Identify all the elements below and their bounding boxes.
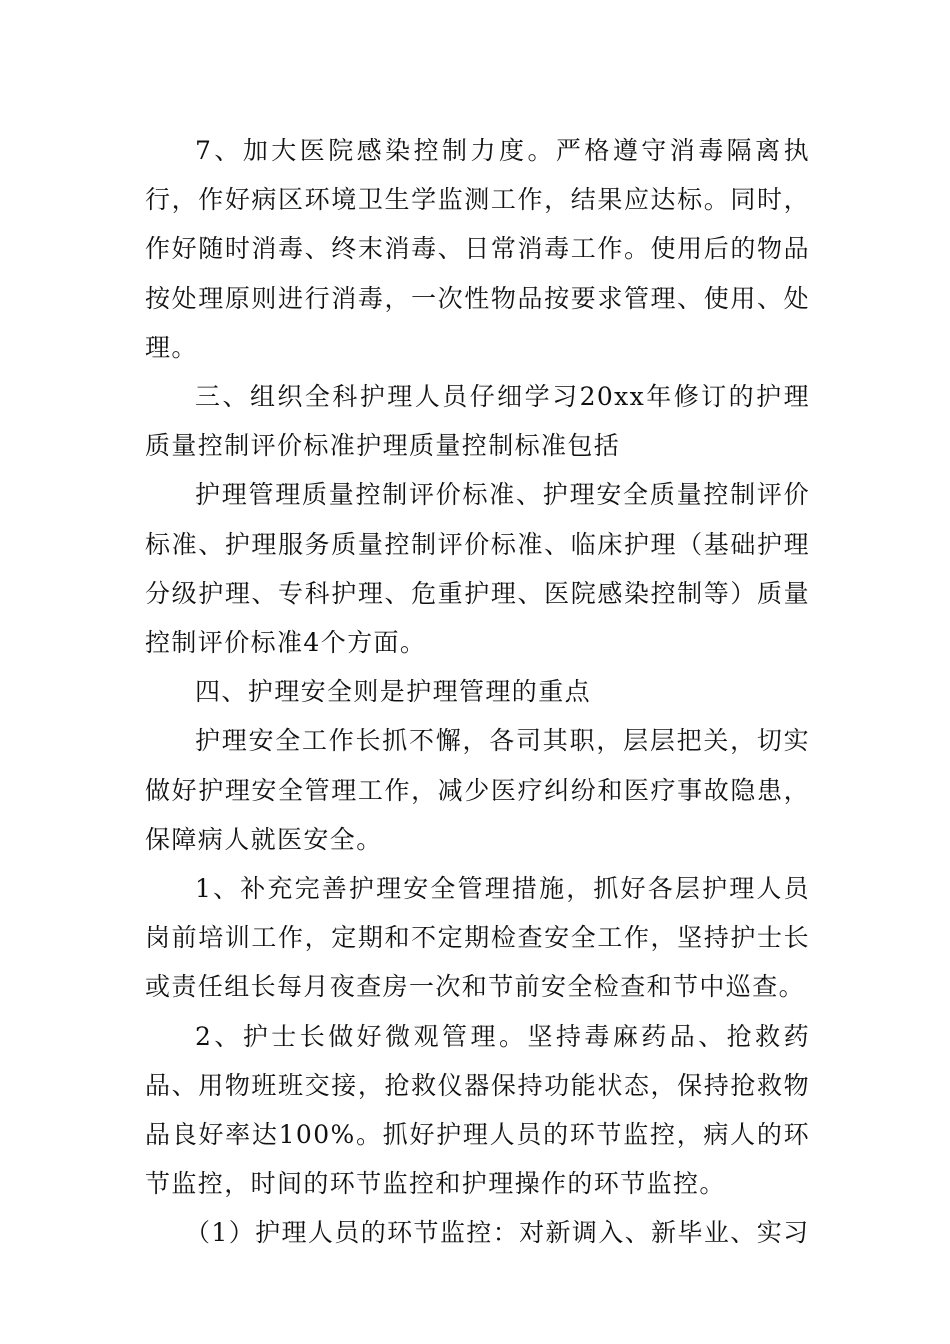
- paragraph-section-four-heading: 四、护理安全则是护理管理的重点: [195, 677, 592, 707]
- paragraph-staff-monitoring: （1）护理人员的环节监控：对新调入、新毕业、实习: [185, 1218, 810, 1248]
- paragraph-safety-work: 护理安全工作长抓不懈，各司其职，层层把关，切实做好护理安全管理工作，减少医疗纠纷和医疗事故隐患，保障病人就医安全。: [145, 726, 810, 854]
- paragraph-head-nurse-management: 2、护士长做好微观管理。坚持毒麻药品、抢救药品、用物班班交接，抢救仪器保持功能状态，保持抢救物品良好率达100%。抓好护理人员的环节监控，病人的环节监控，时间的环节监控和护理操作的环节监控。: [145, 1021, 810, 1199]
- paragraph-infection-control: 7、加大医院感染控制力度。严格遵守消毒隔离执行，作好病区环境卫生学监测工作，结果应达标。同时，作好随时消毒、终末消毒、日常消毒工作。使用后的物品按处理原则进行消毒，一次性物品按要求管理、使用、处理。: [145, 136, 810, 362]
- paragraph-quality-standards: 护理管理质量控制评价标准、护理安全质量控制评价标准、护理服务质量控制评价标准、临床护理（基础护理分级护理、专科护理、危重护理、医院感染控制等）质量控制评价标准4个方面。: [145, 480, 810, 658]
- paragraph-section-three-heading: 三、组织全科护理人员仔细学习20xx年修订的护理质量控制评价标准护理质量控制标准包括: [145, 382, 810, 461]
- paragraph-safety-measures: 1、补充完善护理安全管理措施，抓好各层护理人员岗前培训工作，定期和不定期检查安全工作，坚持护士长或责任组长每月夜查房一次和节前安全检查和节中巡查。: [145, 874, 810, 1002]
- document-body: [145, 126, 810, 1258]
